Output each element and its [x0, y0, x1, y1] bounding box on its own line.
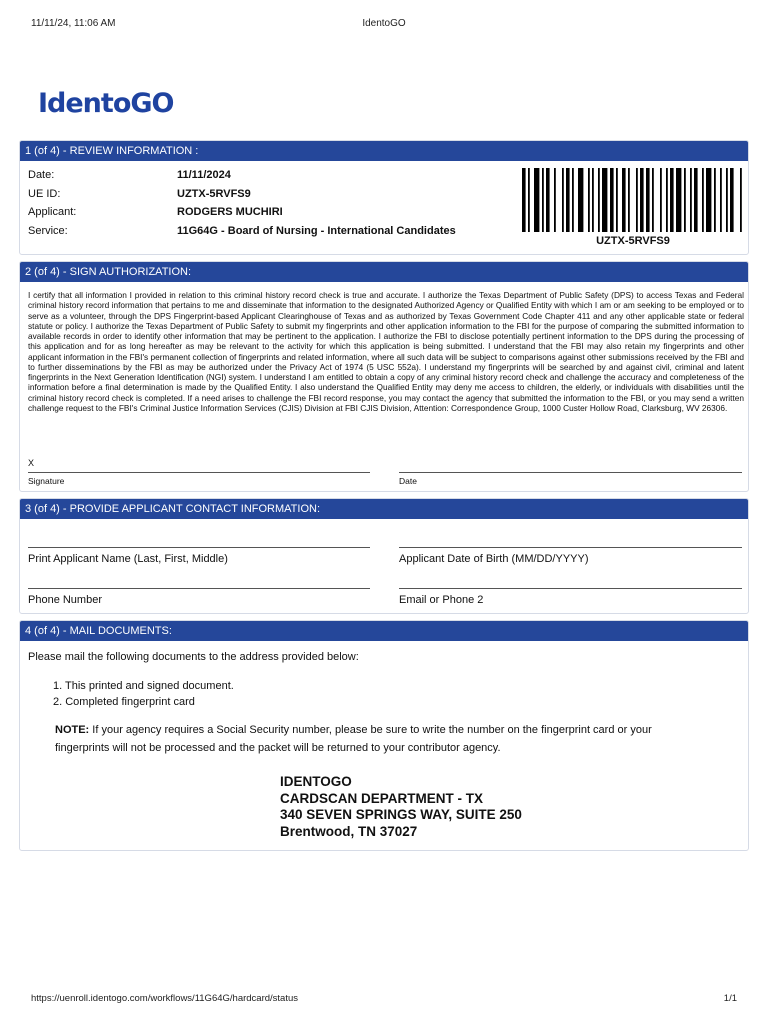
dob-label: Applicant Date of Birth (MM/DD/YYYY)	[399, 553, 589, 565]
mailing-address	[280, 774, 522, 840]
page-number: 1/1	[723, 993, 737, 1004]
section-header: 3 (of 4) - PROVIDE APPLICANT CONTACT INFORMATION:	[20, 499, 748, 519]
email-label: Email or Phone 2	[399, 594, 484, 606]
info-value: 11G64G - Board of Nursing - International Candidates	[177, 224, 456, 237]
phone-label: Phone Number	[28, 594, 102, 606]
note-label: NOTE:	[55, 724, 90, 736]
section-header: 1 (of 4) - REVIEW INFORMATION :	[20, 141, 748, 161]
info-label: Date:	[28, 169, 55, 181]
review-information-section	[19, 140, 749, 255]
print-header	[0, 18, 768, 32]
mail-intro: Please mail the following documents to the address provided below:	[28, 651, 359, 663]
address-line: CARDSCAN DEPARTMENT - TX	[280, 790, 483, 806]
address-line: IDENTOGO	[280, 774, 352, 789]
section-header: 2 (of 4) - SIGN AUTHORIZATION:	[20, 262, 748, 282]
signature-x-mark: X	[28, 458, 35, 468]
page-url: https://uenroll.identogo.com/workflows/11G64G/hardcard/status	[31, 993, 299, 1004]
logo-text-go: GO	[130, 88, 174, 119]
print-footer	[0, 993, 768, 1007]
info-value: UZTX-5RVFS9	[177, 187, 251, 200]
print-datetime: 11/11/24, 11:06 AM	[31, 18, 116, 29]
signature-line	[28, 472, 370, 473]
authorization-statement: I certify that all information I provided in relation to this criminal history record check is true and accurate. I authorize the Texas Department of Public Safety (DPS) to access Texas and Federal criminal history record information that pertains to me and disseminate that information to the designated Authorized Agency or Qualified Entity with which I am or am seeking to be employed or to serve as a volunteer, through the DPS Fingerprint-based Applicant Clearinghouse of Texas and as authorized by Texas Government Code Chapter 411 and any other applicable state or federal statute or policy. I authorize the Texas Department of Public Safety to submit my fingerprints and other application information to the FBI for the purpose of comparing the submitted information to available records in order to identify other information that may be pertinent to the application. I authorize the FBI to disclose potentially pertinent information to the DPS during the processing of this application and for as long hereafter as may be relevant to the activity for which this application is being submitted. I understand that the FBI may also retain my fingerprints and other applicant information in the FBI's permanent collection of fingerprints and related information, where all such data will be subject to comparisons against other submissions received by the FBI and to further disseminations by the FBI as may be authorized under the Privacy Act of 1974 (5 USC 552a). I understand my fingerprints will be searched by and against civil, criminal and latent fingerprints in the Next Generation Identification (NGI) system. I understand I am entitled to obtain a copy of any criminal history record check and challenge the accuracy and completeness of the information before a final determination is made by the Qualified Entity. I also understand the Qualified Entity may deny me access to children, the elderly, or individuals with disabilities until the criminal history record check is completed. If a need arises to challenge the FBI record response, you may contact the agency that submitted the information to the FBI, or you may send a written challenge request to the FBI's Criminal Justice Information Services (CJIS) Division at FBI CJIS Division, Attention: Correspondence Group, 1000 Custer Hollow Road, Clarksburg, WV 26306.	[28, 290, 744, 413]
address-line: Brentwood, TN 37027	[280, 823, 418, 839]
section-header: 4 (of 4) - MAIL DOCUMENTS:	[20, 621, 748, 641]
email-line	[399, 588, 742, 589]
sign-authorization-section	[19, 261, 749, 492]
barcode-image	[522, 168, 744, 232]
dob-line	[399, 547, 742, 548]
mail-documents-section	[19, 620, 749, 851]
info-value: 11/11/2024	[177, 169, 231, 181]
address-line: 340 SEVEN SPRINGS WAY, SUITE 250	[280, 807, 522, 822]
print-title: IdentoGO	[362, 18, 406, 29]
info-label: Service:	[28, 224, 68, 237]
date-label: Date	[399, 476, 417, 486]
barcode-text: UZTX-5RVFS9	[596, 235, 670, 247]
document-list	[53, 678, 234, 710]
info-label: Applicant:	[28, 206, 77, 218]
identogo-logo	[38, 88, 174, 119]
name-label: Print Applicant Name (Last, First, Middle)	[28, 553, 228, 565]
logo-text-main: Idento	[38, 88, 131, 119]
ssn-note	[55, 722, 695, 757]
list-item: 1. This printed and signed document.	[53, 680, 234, 692]
list-item: 2. Completed fingerprint card	[53, 696, 195, 708]
phone-line	[28, 588, 370, 589]
info-value: RODGERS MUCHIRI	[177, 206, 283, 218]
date-line	[399, 472, 742, 473]
name-line	[28, 547, 370, 548]
signature-label: Signature	[28, 476, 65, 486]
info-label: UE ID:	[28, 187, 61, 200]
note-text: If your agency requires a Social Security number, please be sure to write the number on the fingerprint card or your fingerprints will not be processed and the packet will be returned to your contributor agency.	[55, 724, 652, 754]
contact-information-section	[19, 498, 749, 614]
